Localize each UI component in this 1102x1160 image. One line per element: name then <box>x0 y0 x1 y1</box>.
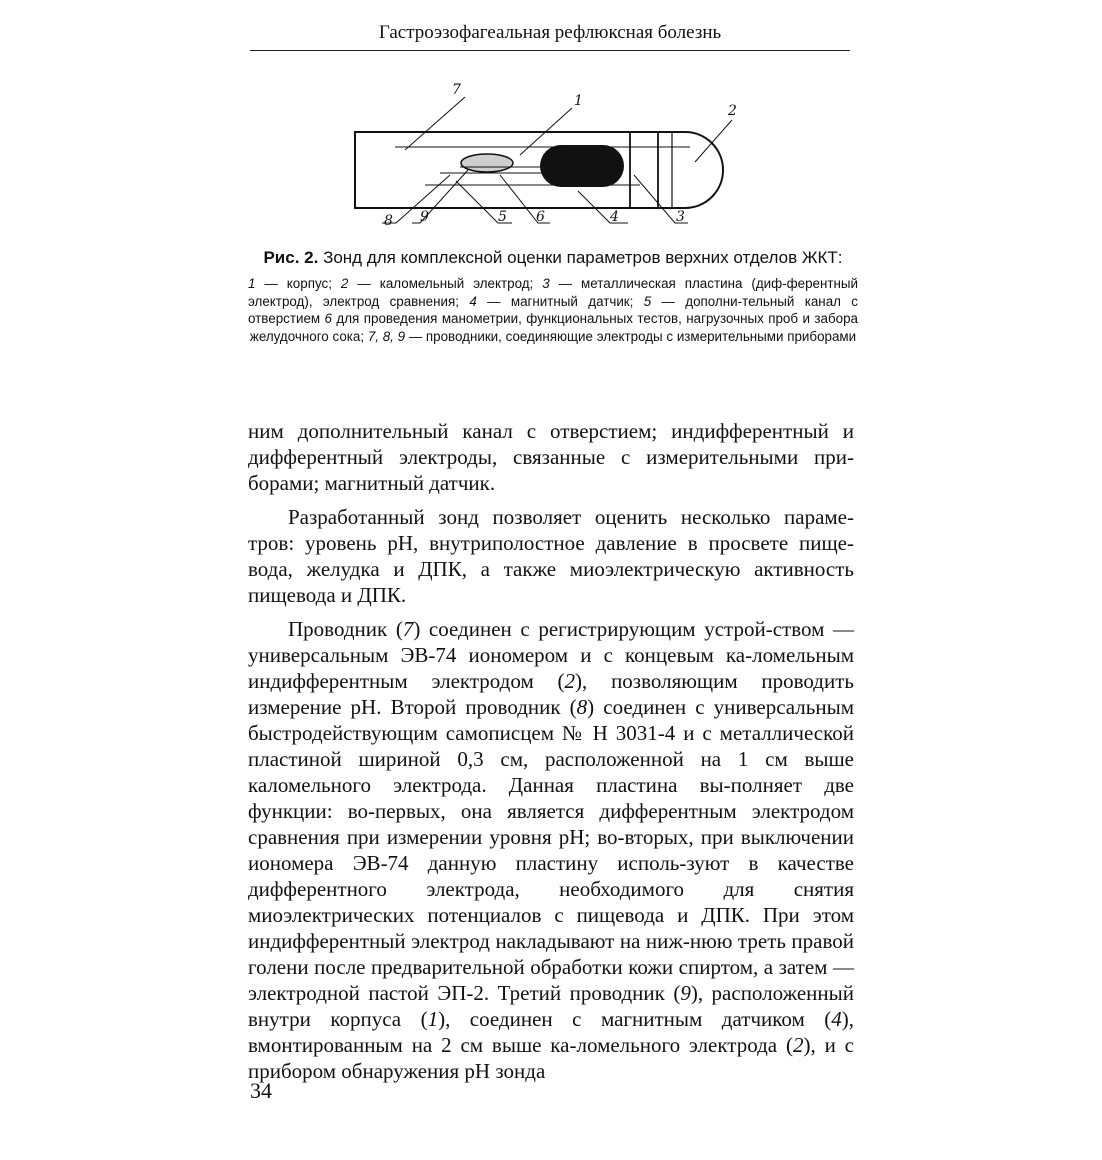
running-head: Гастроэзофагеальная рефлюксная болезнь <box>250 22 850 51</box>
leader-7 <box>405 97 465 150</box>
legend-text: — магнитный датчик; <box>476 293 644 309</box>
legend-num-5: 5 <box>643 293 652 309</box>
legend-num-2: 2 <box>340 276 349 291</box>
fig-number-6: 6 <box>536 209 545 225</box>
legend-num-3: 3 <box>542 276 550 291</box>
fig-number-2: 2 <box>728 103 737 119</box>
paragraph-2: Разработанный зонд позволяет оценить несколько параме-тров: уровень рН, внутриполостное давление в просвете пище-вода, желудка и ДПК, а также миоэлектрическую активность пищевода и ДПК. <box>248 505 854 607</box>
legend-text: — каломельный электрод; <box>348 276 543 291</box>
legend-text: — корпус; <box>255 276 341 291</box>
channel-opening <box>461 154 513 172</box>
legend-text: — проводники, соединяющие электроды с измерительными приборами <box>405 328 857 344</box>
p3-text: ), соединен с магнитным датчиком ( <box>438 1007 832 1031</box>
probe-figure <box>340 75 760 240</box>
p3-text: Проводник ( <box>288 617 403 641</box>
p3-ref: 2 <box>564 669 576 693</box>
fig-number-8: 8 <box>384 213 393 229</box>
fig-number-9: 9 <box>420 209 429 225</box>
legend-num-789: 7, 8, 9 <box>367 328 406 344</box>
legend-num-4: 4 <box>469 293 477 309</box>
p3-ref: 1 <box>427 1007 439 1031</box>
fig-number-1: 1 <box>574 93 583 109</box>
fig-number-3: 3 <box>676 209 685 225</box>
caption-title-text: Зонд для комплексной оценки параметров верхних отделов ЖКТ: <box>323 248 843 267</box>
figure-caption <box>248 248 858 345</box>
caption-label: Рис. 2. <box>263 248 319 267</box>
p3-ref: 9 <box>680 981 691 1005</box>
p3-text: ), расположенный внутри корпуса ( <box>248 981 854 1031</box>
p3-ref: 4 <box>831 1007 842 1031</box>
p3-text: ), позволяющим проводить измерение рН. Второй проводник ( <box>248 669 854 719</box>
legend-text: — металлическая пластина (диф-ферентный электрод), электрод сравнения; <box>248 276 859 309</box>
paragraph-1: ним дополнительный канал с отверстием; индифферентный и дифферентный электроды, связанные с измерительными при-борами; магнитный датчик. <box>248 419 854 495</box>
p3-text: ) соединен с регистрирующим устрой-ством — универсальным ЭВ-74 иономером и с концевым ка-ломельным индифферентным электродом ( <box>248 617 854 693</box>
leader-2 <box>695 120 732 162</box>
legend-text: — дополни-тельный канал с отверстием <box>248 293 858 326</box>
paragraph-3 <box>248 616 854 1084</box>
fig-number-7: 7 <box>452 82 461 98</box>
probe-body <box>355 132 723 208</box>
caption-legend <box>248 275 858 345</box>
legend-num-6: 6 <box>324 311 332 326</box>
probe-diagram <box>340 75 760 240</box>
p3-text: ) соединен с универсальным быстродействующим самописцем № Н 3031-4 и с металлической пластиной шириной 0,3 см, расположенной на 1 см выше каломельного электрода. Данная пластина вы-полняет две функции: во-первых, она является дифферентным электродом сравнения при измерении уровня рН; во-вторых, при выключении иономера ЭВ-74 данную пластину исполь-зуют в качестве дифферентного электрода, необходимого для снятия миоэлектрических потенциалов с пищевода и ДПК. При этом индифферентный электрод накладывают на ниж-нюю треть правой голени после предварительной обработки кожи спиртом, а затем — электродной пастой ЭП-2. Третий проводник ( <box>248 695 854 1005</box>
p3-ref: 2 <box>792 1033 804 1057</box>
page-number: 34 <box>250 1078 272 1103</box>
fig-number-5: 5 <box>498 209 507 225</box>
caption-title <box>248 248 858 268</box>
p3-ref: 7 <box>402 617 414 641</box>
legend-text: для проведения манометрии, функциональных тестов, нагрузочных проб и забора желудочного сока; <box>249 311 858 344</box>
body-text <box>248 418 854 1092</box>
p3-ref: 8 <box>576 695 588 719</box>
fig-number-4: 4 <box>610 209 619 225</box>
p3-text: ), вмонтированным на 2 см выше ка-ломельного электрода ( <box>248 1007 855 1057</box>
p3-text: ), и с прибором обнаружения рН зонда <box>248 1033 854 1083</box>
magnetic-sensor <box>540 145 624 187</box>
legend-num-1: 1 <box>248 276 256 291</box>
